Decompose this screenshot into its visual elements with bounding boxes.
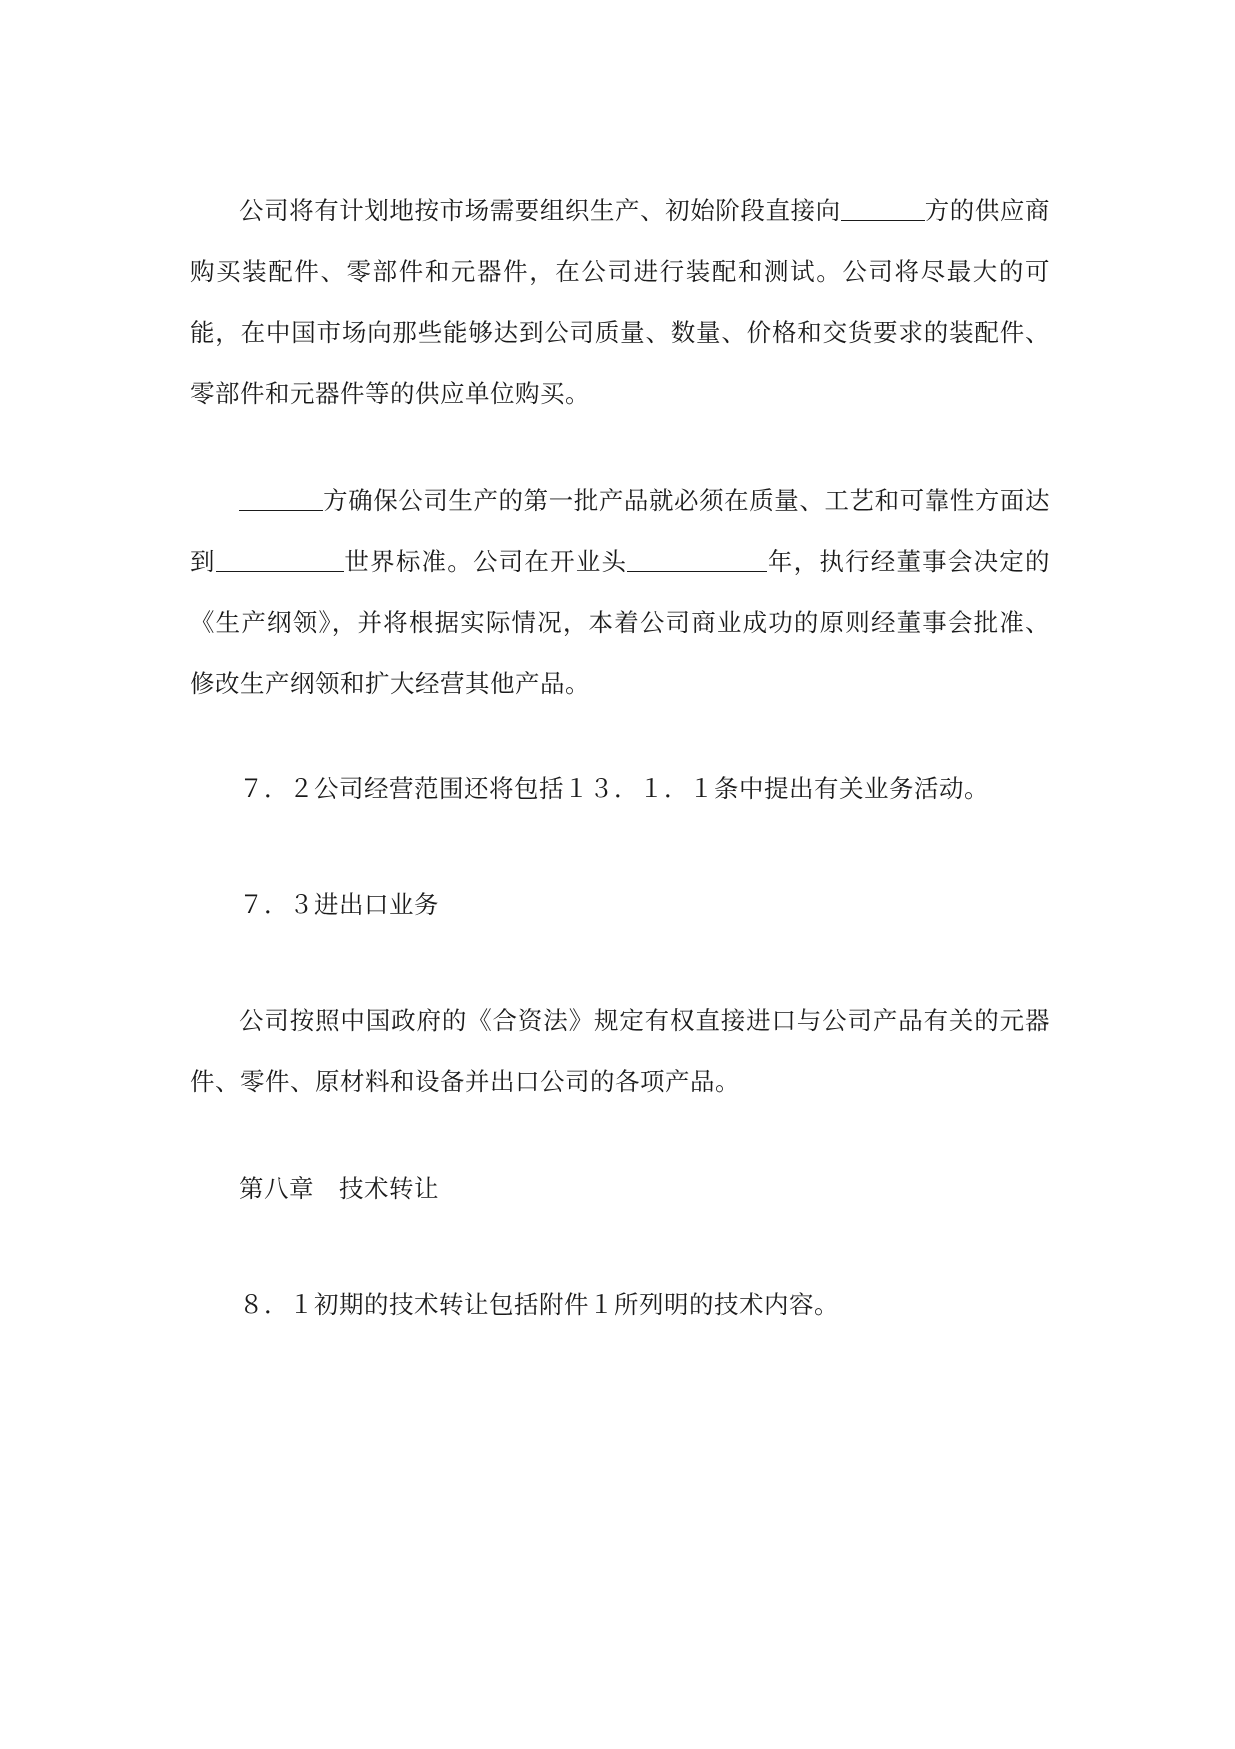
paragraph-clause-8-1: ８．１初期的技术转让包括附件１所列明的技术内容。 [239,1290,839,1319]
paragraph-text: 公司将有计划地按市场需要组织生产、初始阶段直接向 [239,196,841,225]
paragraph-clause-7-2: ７．２公司经营范围还将包括１３．１．１条中提出有关业务活动。 [239,774,989,803]
section-heading-7-3: ７．３进出口业务 [239,890,439,919]
paragraph-text: 年，执行经董事会决定的《生产纲领》，并将根据实际情况，本着公司商业成功的原则经董事会批准、修改生产纲领和扩大经营其他产品。 [190,547,1051,698]
paragraph-product-quality [190,470,1050,714]
paragraph-text: 方确保公司生产的第一批产品就必须在质量、工艺和可靠性方面达到 [190,486,1050,576]
fill-in-blank [841,190,925,221]
paragraph-text: 方的供应商购买装配件、零部件和元器件，在公司进行装配和测试。公司将尽最大的可能，在中国市场向那些能够达到公司质量、数量、价格和交货要求的装配件、零部件和元器件等的供应单位购买。 [190,196,1051,408]
chapter-heading: 第八章 技术转让 [239,1174,439,1203]
fill-in-blank [627,541,767,572]
paragraph-text: 公司按照中国政府的《合资法》规定有权直接进口与公司产品有关的元器件、零件、原材料和设备并出口公司的各项产品。 [190,1006,1050,1096]
fill-in-blank [239,480,323,511]
paragraph-import-export [190,990,1050,1112]
fill-in-blank [216,541,344,572]
paragraph-supply-purchasing [190,180,1050,424]
paragraph-text: 世界标准。公司在开业头 [343,547,628,576]
